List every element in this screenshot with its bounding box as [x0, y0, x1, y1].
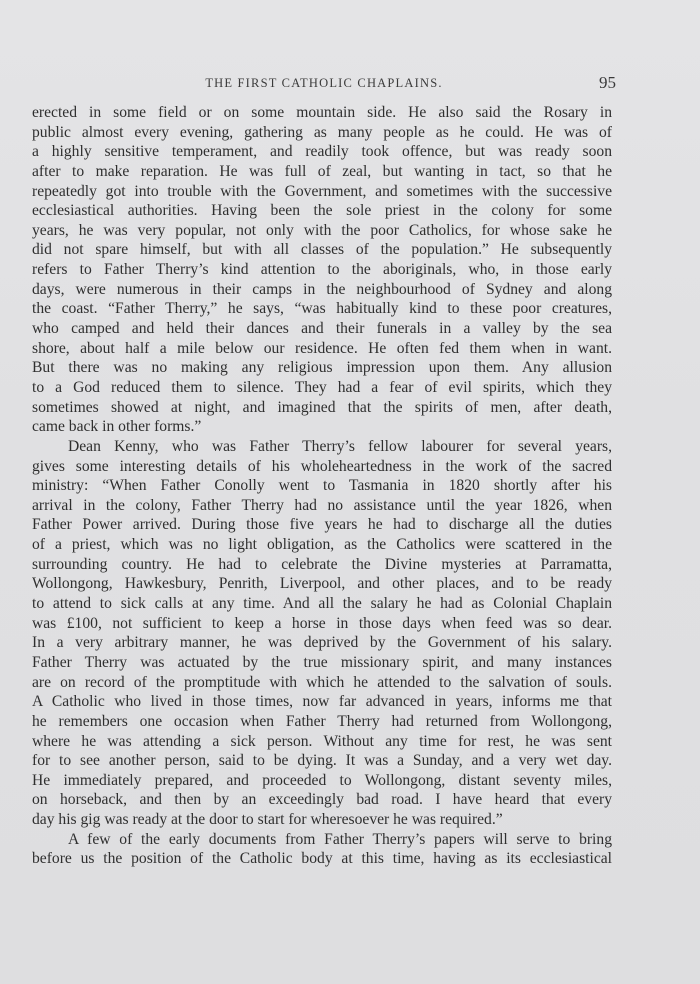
text-line: to attend to sick calls at any time. And all the salary he had as Colonial Chaplain [32, 595, 612, 613]
text-line: on horseback, and then by an exceedingly bad road. I have heard that every [32, 791, 612, 809]
text-line: he remembers one occasion when Father Therry had returned from Wollongong, [32, 712, 612, 730]
text-line: where he was attending a sick person. Without any time for rest, he was sent [32, 732, 612, 750]
text-line: erected in some field or on some mountain side. He also said the Rosary in [32, 104, 612, 121]
text-line: A few of the early documents from Father Therry’s papers will serve to bring [68, 830, 612, 848]
text-line: was £100, not sufficient to keep a horse in those days when feed was so dear. [32, 614, 612, 632]
text-line: A Catholic who lived in those times, now far advanced in years, informs me that [32, 693, 612, 711]
text-line: ministry: “When Father Conolly went to Tasmania in 1820 shortly after his [32, 477, 612, 495]
text-line: a highly sensitive temperament, and readily took offence, but was ready soon [32, 143, 612, 161]
text-line: came back in other forms.” [32, 418, 202, 436]
text-line: Father Therry was actuated by the true missionary spirit, and many instances [32, 653, 612, 671]
text-line: are on record of the promptitude with which he attended to the salvation of souls. [32, 673, 612, 691]
text-line: ecclesiastical authorities. Having been the sole priest in the colony for some [32, 202, 612, 220]
paragraph [32, 830, 612, 869]
text-line: He immediately prepared, and proceeded to Wollongong, distant seventy miles, [32, 771, 612, 789]
running-head [32, 74, 616, 96]
text-line: after to make reparation. He was full of zeal, but wanting in tact, so that he [32, 162, 612, 180]
text-line: surrounding country. He had to celebrate the Divine mysteries at Parramatta, [32, 555, 612, 573]
text-line: the coast. “Father Therry,” he says, “was habitually kind to these poor creatures, [32, 300, 612, 318]
text-line: shore, about half a mile below our residence. He often fed them when in want. [32, 339, 612, 357]
paragraph [32, 437, 612, 830]
text-line: sometimes showed at night, and imagined that the spirits of men, after death, [32, 398, 612, 416]
text-line: gives some interesting details of his wholeheartedness in the work of the sacred [32, 457, 612, 475]
text-line: arrival in the colony, Father Therry had no assistance until the year 1826, when [32, 496, 612, 514]
text-line: to a God reduced them to silence. They had a fear of evil spirits, which they [32, 378, 612, 396]
text-line: Father Power arrived. During those five years he had to discharge all the duties [32, 516, 612, 534]
page-number: 95 [599, 73, 616, 92]
text-line: days, were numerous in their camps in the neighbourhood of Sydney and along [32, 280, 612, 298]
text-line: years, he was very popular, not only with the poor Catholics, for whose sake he [32, 221, 612, 239]
text-line: before us the position of the Catholic body at this time, having as its ecclesiastical [32, 850, 612, 868]
text-line: Wollongong, Hawkesbury, Penrith, Liverpool, and other places, and to be ready [32, 575, 612, 593]
paragraph [32, 103, 612, 437]
text-line: repeatedly got into trouble with the Government, and sometimes with the successive [32, 182, 612, 200]
text-line: public almost every evening, gathering as many people as he could. He was of [32, 123, 612, 141]
text-line: who camped and held their dances and their funerals in a valley by the sea [32, 320, 612, 338]
text-line: refers to Father Therry’s kind attention to the aboriginals, who, in those early [32, 261, 612, 279]
running-title: THE FIRST CATHOLIC CHAPLAINS. [205, 76, 443, 90]
text-line: Dean Kenny, who was Father Therry’s fellow labourer for several years, [68, 437, 612, 455]
text-line: In a very arbitrary manner, he was deprived by the Government of his salary. [32, 634, 612, 652]
body-text [32, 103, 612, 869]
text-line: did not spare himself, but with all classes of the population.” He subsequently [32, 241, 612, 259]
text-line: of a priest, which was no light obligation, as the Catholics were scattered in the [32, 536, 612, 554]
text-line: But there was no making any religious impression upon them. Any allusion [32, 359, 612, 377]
text-line: for to see another person, said to be dying. It was a Sunday, and a very wet day. [32, 752, 612, 770]
text-line: day his gig was ready at the door to start for wheresoever he was required.” [32, 811, 503, 829]
